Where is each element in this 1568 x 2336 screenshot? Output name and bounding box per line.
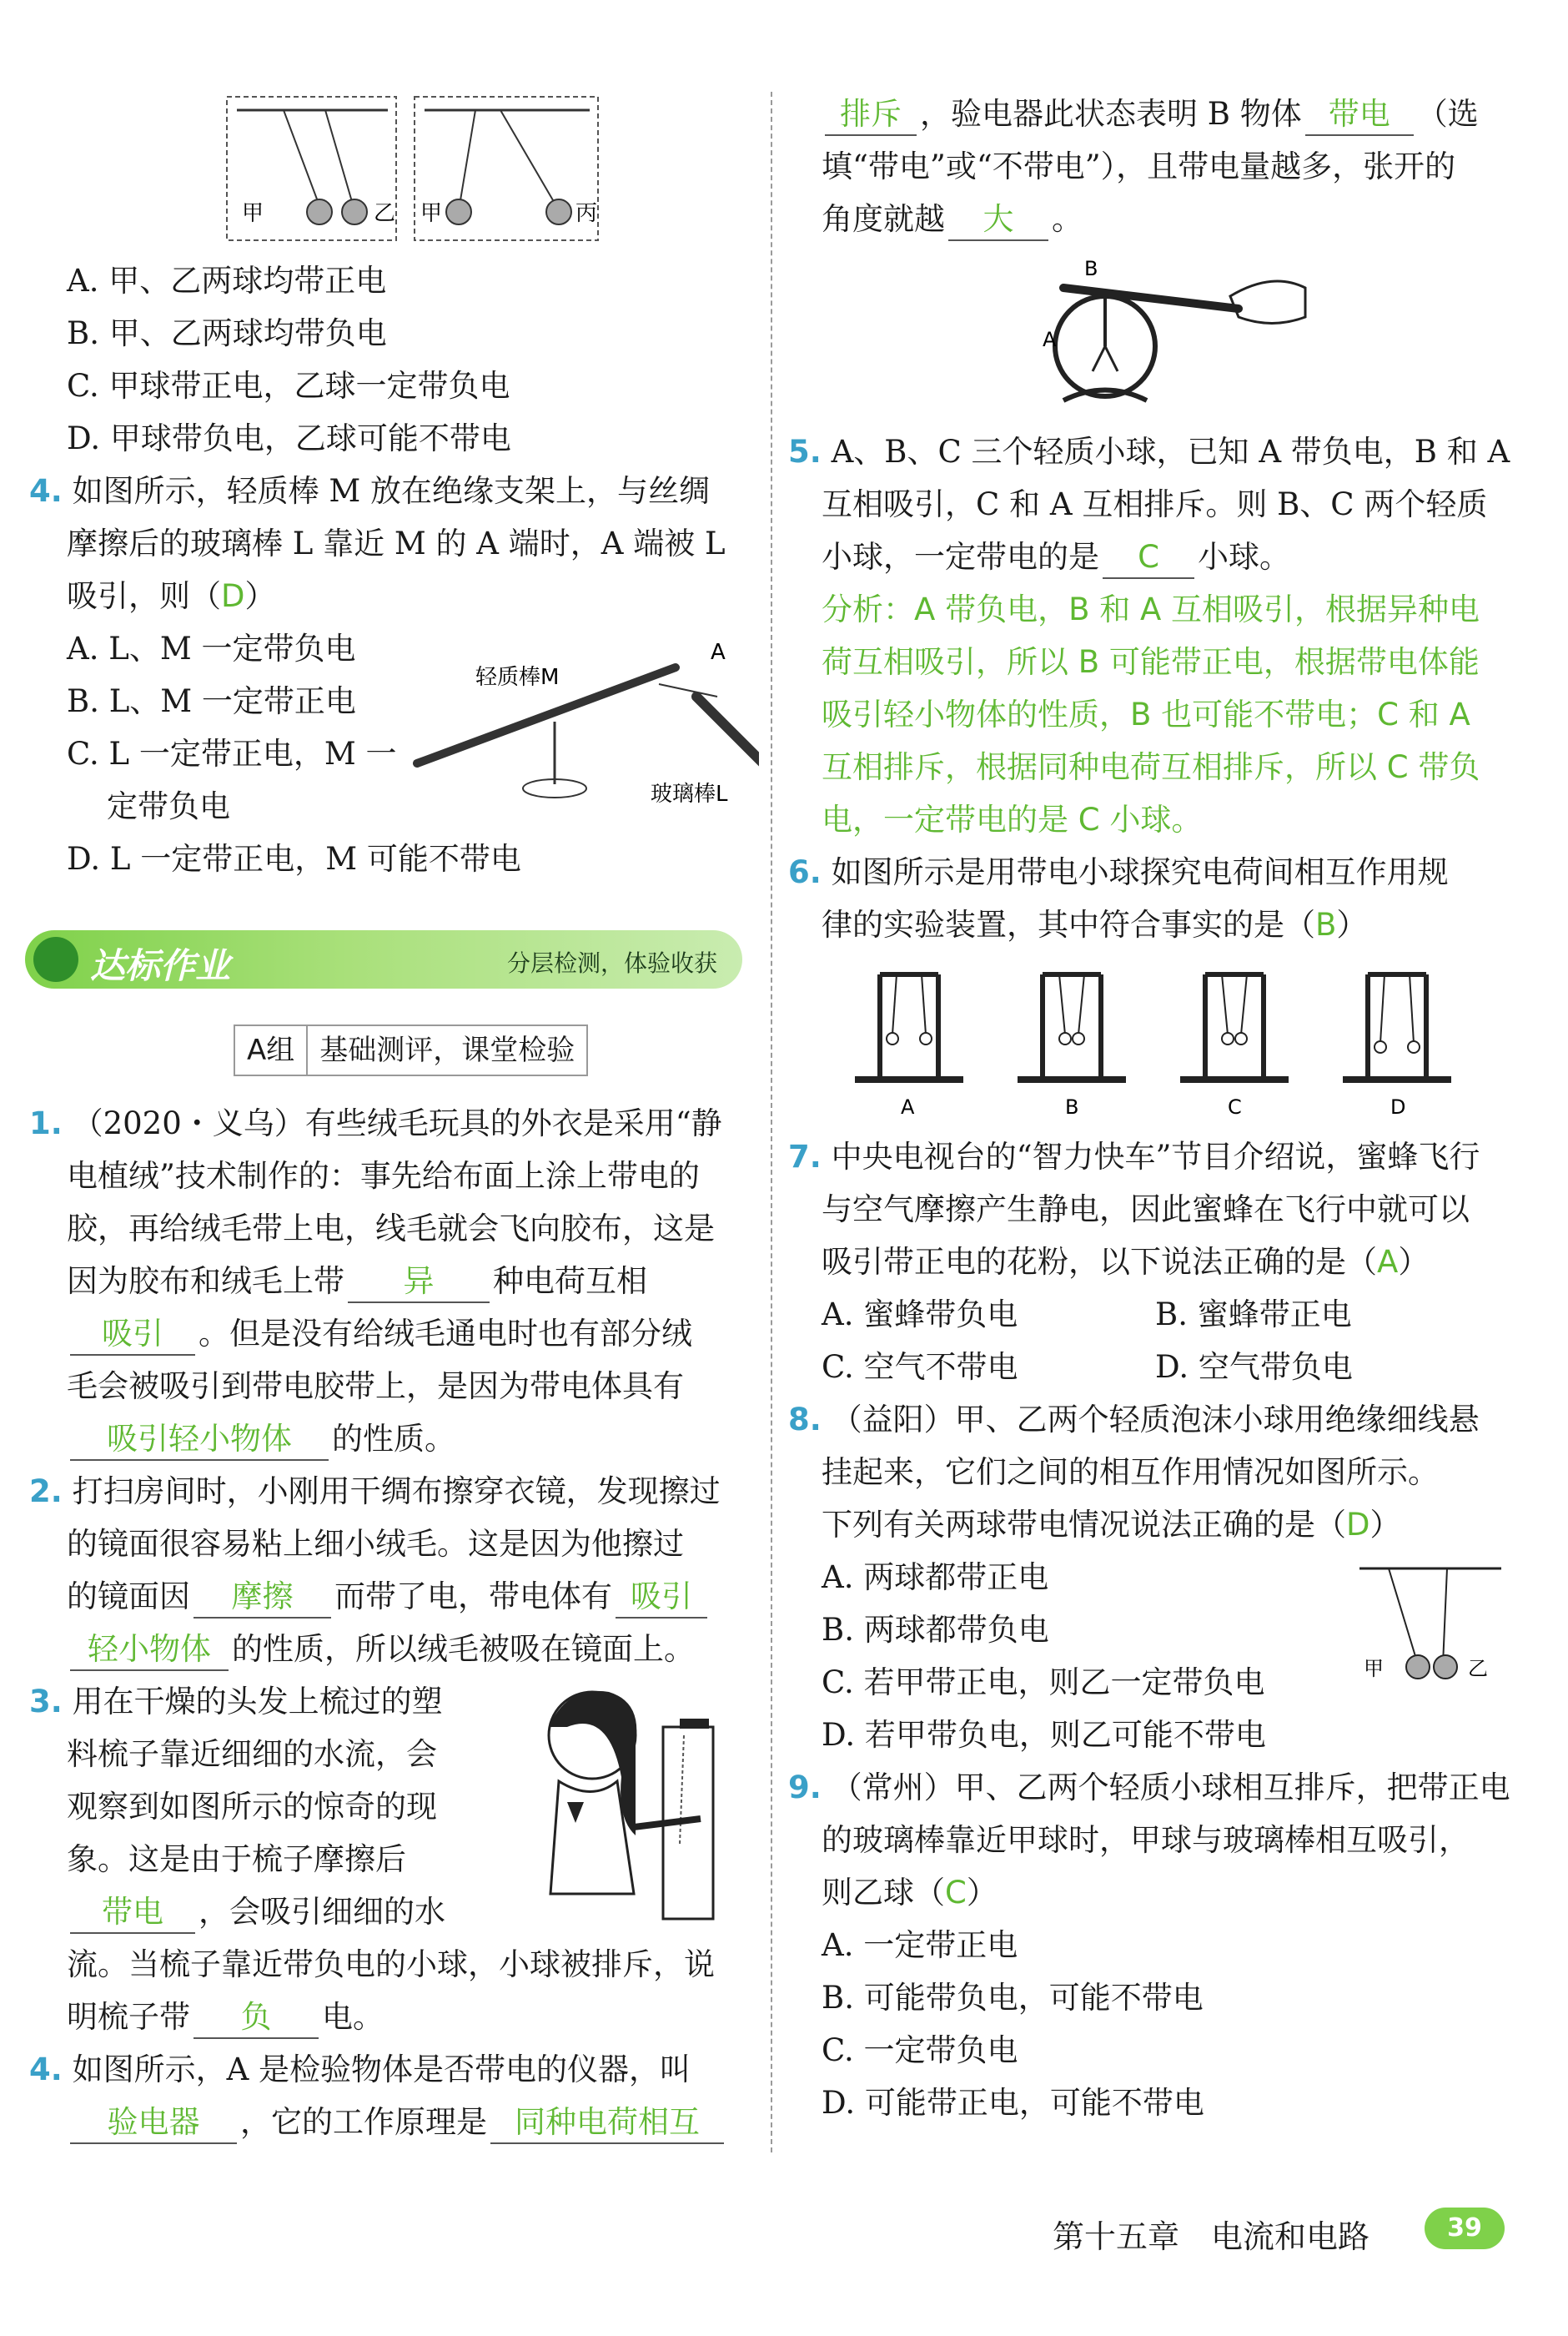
q4-cont-line2: 填“带电”或“不带电”），且带电量越多，张开的: [822, 149, 1456, 184]
q3-line7: 明梳子带 负 电。: [67, 1991, 384, 2043]
q9-option-a: A. 一定带正电: [822, 1927, 1018, 1963]
stands-figure: [847, 968, 1497, 1122]
homework-banner: [25, 930, 742, 989]
q8-fig-yi: 乙: [1468, 1657, 1488, 1680]
q9-option-c: C. 一定带负电: [822, 2032, 1018, 2068]
lever-a-label: A: [711, 640, 726, 665]
q8-line2: 挂起来，它们之间的相互作用情况如图所示。: [822, 1454, 1439, 1490]
fill-blank: C: [1103, 537, 1194, 579]
q5-line3: 小球，一定带电的是 C 小球。: [822, 531, 1290, 583]
q9-option-d: D. 可能带正电，可能不带电: [822, 2085, 1204, 2121]
q1-line1: 1. （2020・义乌）有些绒毛玩具的外衣是采用“静: [29, 1105, 722, 1141]
stand-label-b: B: [1065, 1095, 1079, 1119]
q1-line7: 吸引轻小物体 的性质。: [67, 1412, 455, 1465]
fill-blank: 吸引: [70, 1314, 195, 1356]
fig-label-bing: 丙: [575, 201, 598, 226]
comb-water-figure: [517, 1677, 759, 1927]
q7-option-d: D. 空气带负电: [1155, 1349, 1353, 1385]
q8-fig-jia: 甲: [1364, 1657, 1384, 1680]
electroscope-a-label: A: [1043, 328, 1057, 351]
electroscope-figure: [1038, 254, 1314, 421]
answer-letter: C: [945, 1875, 967, 1911]
fill-blank: 摩擦: [193, 1577, 331, 1619]
q8-line1: 8. （益阳）甲、乙两个轻质泡沫小球用绝缘细线悬: [788, 1402, 1480, 1437]
stand-label-d: D: [1390, 1095, 1406, 1119]
q8-pendulum-figure: [1355, 1560, 1505, 1685]
fill-blank: 大: [948, 199, 1048, 241]
banner-title: 达标作业: [90, 945, 231, 986]
group-title: 基础测评，课堂检验: [319, 1034, 575, 1067]
fill-blank: 带电: [70, 1892, 195, 1934]
q6-line1: 6. 如图所示是用带电小球探究电荷间相互作用规: [788, 854, 1449, 890]
stand-label-a: A: [901, 1095, 915, 1119]
q1-line5: 吸引 。但是没有给绒毛通电时也有部分绒: [67, 1307, 692, 1360]
q5-analysis-2: 荷互相吸引，所以 B 可能带正电，根据带电体能: [822, 644, 1480, 680]
fig-label-yi: 乙: [374, 201, 396, 226]
q8-option-d: D. 若甲带负电，则乙可能不带电: [822, 1717, 1266, 1753]
q6-line2: 律的实验装置，其中符合事实的是（B）: [822, 907, 1368, 943]
q4-top-line1: 4. 如图所示，轻质棒 M 放在绝缘支架上，与丝绸: [29, 473, 710, 509]
q5-analysis-5: 电，一定带电的是 C 小球。: [822, 802, 1203, 838]
q7-option-b: B. 蜜蜂带正电: [1155, 1296, 1352, 1332]
q3-line5: 带电 ，会吸引细细的水: [67, 1885, 445, 1938]
q2-line3: 的镜面因 摩擦 而带了电，带电体有 吸引: [67, 1570, 711, 1623]
fill-blank: 带电: [1305, 94, 1414, 136]
prev-option-c: C. 甲球带正电，乙球一定带负电: [67, 368, 510, 404]
q4-cont-line1: 排斥 ，验电器此状态表明 B 物体 带电 （选: [822, 88, 1479, 140]
q5-analysis-3: 吸引轻小物体的性质，B 也可能不带电；C 和 A: [822, 697, 1470, 733]
q2-line2: 的镜面很容易粘上细小绒毛。这是因为他擦过: [67, 1526, 684, 1562]
fill-blank: 负: [193, 1997, 319, 2039]
stand-c: [1180, 974, 1289, 1083]
q9-line2: 的玻璃棒靠近甲球时，甲球与玻璃棒相互吸引，: [822, 1822, 1470, 1858]
q9-line1: 9. （常州）甲、乙两个轻质小球相互排斥，把带正电: [788, 1770, 1510, 1805]
q7-line2: 与空气摩擦产生静电，因此蜜蜂在飞行中就可以: [822, 1191, 1470, 1227]
stand-label-c: C: [1228, 1095, 1242, 1119]
question-number: 4.: [29, 473, 63, 509]
fig-label-jia: 甲: [242, 201, 264, 226]
q7-option-c: C. 空气不带电: [822, 1349, 1018, 1385]
q8-option-c: C. 若甲带正电，则乙一定带负电: [822, 1664, 1265, 1700]
lever-figure: [409, 638, 759, 818]
lever-rod-label: 轻质棒M: [475, 665, 560, 690]
fill-blank: 排斥: [825, 94, 917, 136]
q1-line3: 胶，再给绒毛带上电，线毛就会飞向胶布，这是: [67, 1211, 715, 1246]
q5-line2: 互相吸引，C 和 A 互相排斥。则 B、C 两个轻质: [822, 486, 1488, 522]
q3-line4: 象。这是由于梳子摩擦后: [67, 1841, 406, 1877]
q7-option-a: A. 蜜蜂带负电: [822, 1296, 1018, 1332]
q7-line1: 7. 中央电视台的“智力快车”节目介绍说，蜜蜂飞行: [788, 1139, 1480, 1175]
column-divider: [771, 92, 772, 2152]
prev-option-b: B. 甲、乙两球均带负电: [67, 315, 387, 351]
q4-line1: 4. 如图所示，A 是检验物体是否带电的仪器，叫: [29, 2052, 691, 2087]
q4-top-line2: 摩擦后的玻璃棒 L 靠近 M 的 A 端时，A 端被 L: [67, 526, 726, 561]
q5-analysis-4: 互相排斥，根据同种电荷互相排斥，所以 C 带负: [822, 749, 1480, 785]
q9-option-b: B. 可能带负电，可能不带电: [822, 1980, 1204, 2016]
q4-line2: 验电器 ，它的工作原理是 同种电荷相互: [67, 2096, 727, 2148]
q1-line4: 因为胶布和绒毛上带 异 种电荷互相: [67, 1255, 647, 1307]
stand-d: [1343, 974, 1451, 1083]
fill-blank: 同种电荷相互: [490, 2102, 724, 2144]
q1-line2: 电植绒”技术制作的：事先给布面上涂上带电的: [67, 1158, 700, 1194]
q2-line1: 2. 打扫房间时，小刚用干绸布擦穿衣镜，发现擦过: [29, 1473, 721, 1509]
prev-option-d: D. 甲球带负电，乙球可能不带电: [67, 420, 511, 456]
q2-line4: 轻小物体 的性质，所以绒毛被吸在镜面上。: [67, 1623, 695, 1675]
q8-option-b: B. 两球都带负电: [822, 1612, 1049, 1648]
stand-a: [855, 974, 963, 1083]
q8-option-a: A. 两球都带正电: [822, 1559, 1049, 1595]
q7-line3: 吸引带正电的花粉，以下说法正确的是（A）: [822, 1244, 1430, 1280]
fill-blank: 异: [348, 1261, 490, 1303]
fill-blank: 验电器: [70, 2102, 237, 2144]
prev-option-a: A. 甲、乙两球均带正电: [67, 263, 387, 299]
answer-letter: A: [1377, 1244, 1399, 1280]
q3-line1: 3. 用在干燥的头发上梳过的塑: [29, 1684, 443, 1719]
chapter-footer: 第十五章 电流和电路: [1053, 2218, 1370, 2255]
q5-analysis-1: 分析：A 带负电，B 和 A 互相吸引，根据异种电: [822, 592, 1480, 627]
pendulum-figure: [225, 93, 667, 248]
q4-top-option-c: C. L 一定带正电，M 一: [67, 736, 397, 772]
q3-line2: 料梳子靠近细细的水流，会: [67, 1736, 437, 1772]
pencil-icon: [33, 937, 78, 982]
answer-letter: D: [1346, 1507, 1370, 1543]
q8-line3: 下列有关两球带电情况说法正确的是（D）: [822, 1507, 1401, 1543]
q9-line3: 则乙球（C）: [822, 1875, 998, 1911]
q4-top-option-a: A. L、M 一定带负电: [67, 631, 356, 667]
q4-top-option-c-cont: 定带负电: [107, 788, 230, 824]
electroscope-b-label: B: [1084, 257, 1098, 280]
stand-b: [1018, 974, 1126, 1083]
q5-line1: 5. A、B、C 三个轻质小球，已知 A 带负电，B 和 A: [788, 434, 1510, 470]
glass-rod-label: 玻璃棒L: [651, 782, 728, 807]
q4-top-option-b: B. L、M 一定带正电: [67, 683, 356, 719]
q4-cont-line3: 角度就越 大 。: [822, 193, 1083, 245]
banner-subtitle: 分层检测，体验收获: [506, 949, 717, 977]
group-name: A组: [235, 1026, 308, 1075]
q4-top-line3: 吸引，则（D）: [67, 578, 276, 614]
fill-blank: 吸引: [616, 1577, 707, 1619]
fig-label-jia2: 甲: [420, 201, 443, 226]
answer-letter: D: [221, 578, 245, 614]
fill-blank: 吸引轻小物体: [70, 1419, 329, 1461]
q1-line6: 毛会被吸引到带电胶带上，是因为带电体具有: [67, 1368, 684, 1404]
q3-line3: 观察到如图所示的惊奇的现: [67, 1789, 437, 1825]
q4-top-option-d: D. L 一定带正电，M 可能不带电: [67, 841, 521, 877]
answer-letter: B: [1315, 907, 1337, 943]
fill-blank: 轻小物体: [70, 1629, 229, 1671]
q3-line6: 流。当梳子靠近带负电的小球，小球被排斥，说: [67, 1946, 715, 1982]
page-number: 39: [1425, 2208, 1505, 2249]
group-box: [234, 1025, 588, 1076]
